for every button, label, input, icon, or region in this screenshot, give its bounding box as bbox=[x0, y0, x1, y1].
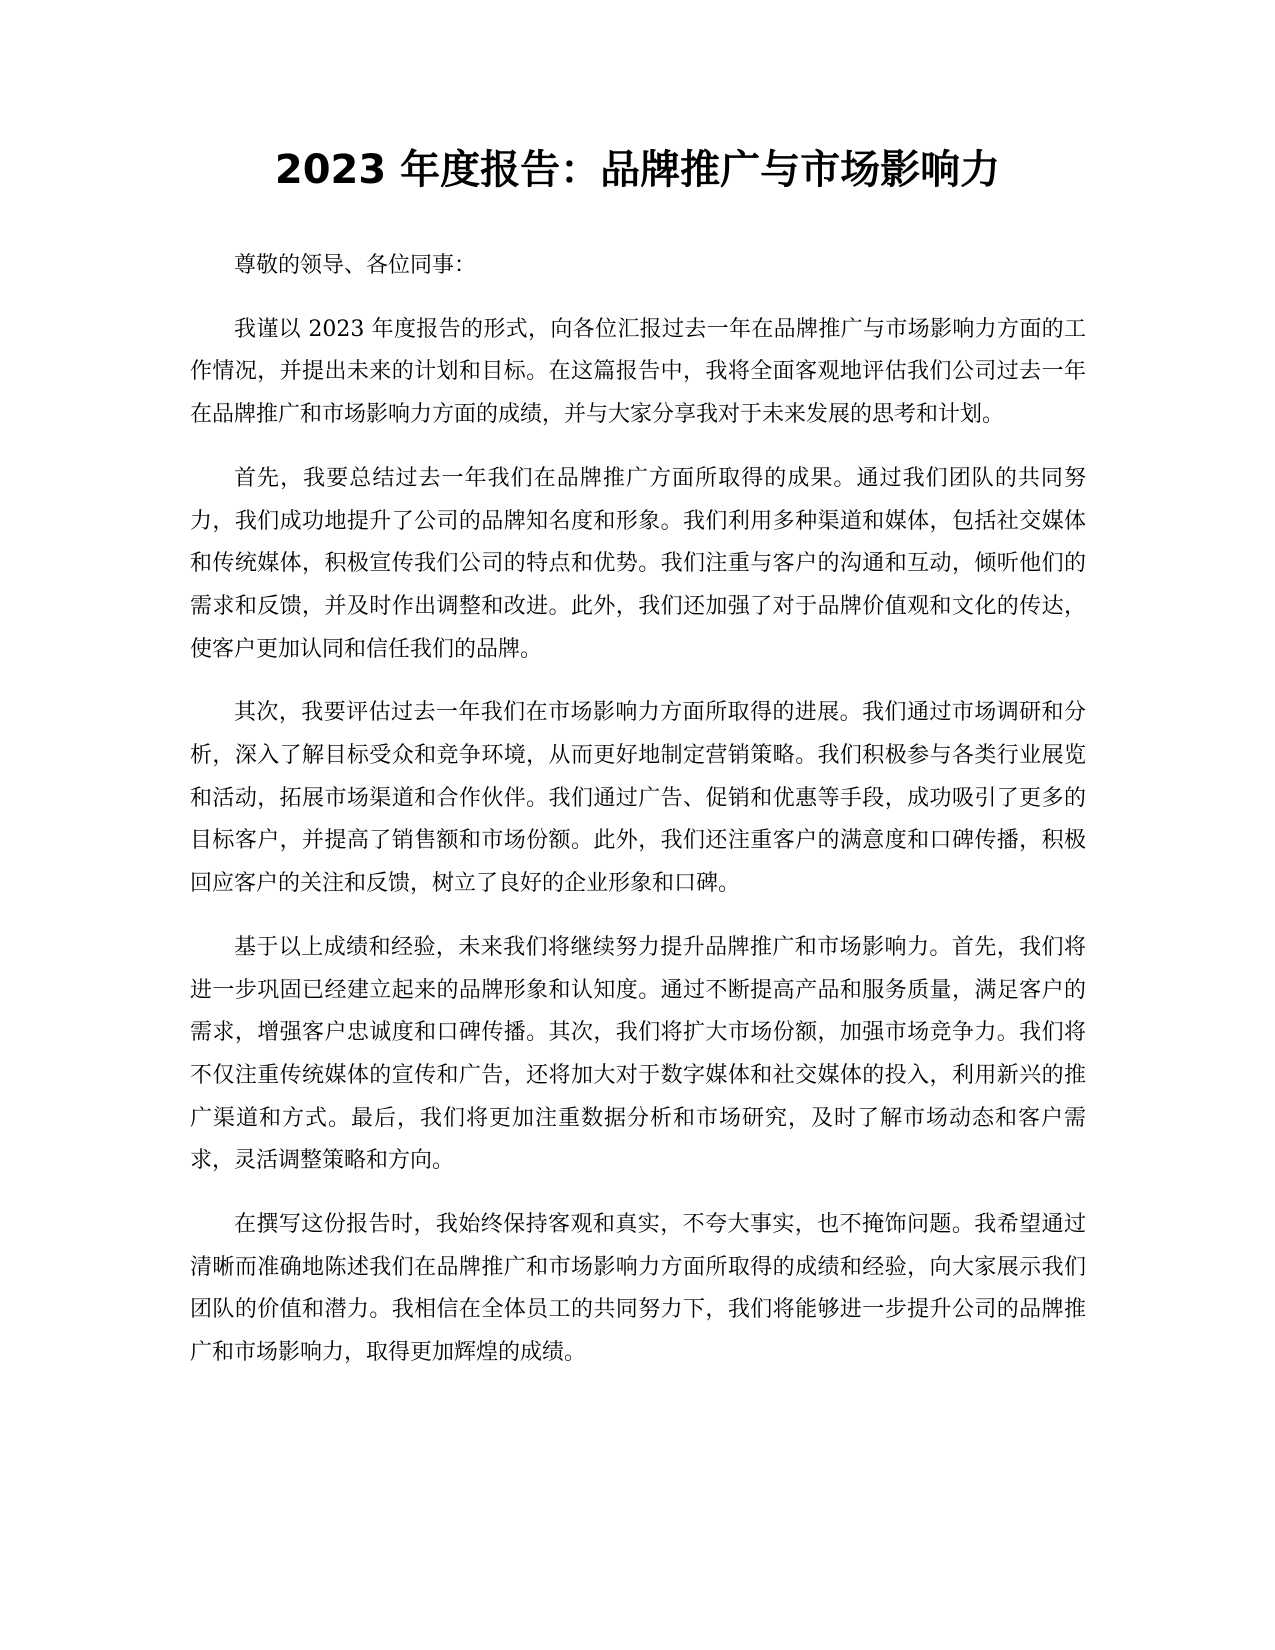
document-title: 2023 年度报告：品牌推广与市场影响力 bbox=[274, 147, 1001, 193]
paragraph-closing: 在撰写这份报告时，我始终保持客观和真实，不夸大事实，也不掩饰问题。我希望通过清晰而准确地陈述我们在品牌推广和市场影响力方面所取得的成绩和经验，向大家展示我们团队的价值和潜力。我相信在全体员工的共同努力下，我们将能够进一步提升公司的品牌推广和市场影响力，取得更加辉煌的成绩。 bbox=[190, 1212, 1086, 1366]
paragraph-market-influence: 其次，我要评估过去一年我们在市场影响力方面所取得的进展。我们通过市场调研和分析，深入了解目标受众和竞争环境，从而更好地制定营销策略。我们积极参与各类行业展览和活动，拓展市场渠道和合作伙伴。我们通过广告、促销和优惠等手段，成功吸引了更多的目标客户，并提高了销售额和市场份额。此外，我们还注重客户的满意度和口碑传播，积极回应客户的关注和反馈，树立了良好的企业形象和口碑。 bbox=[190, 700, 1086, 897]
paragraph-future-plans: 基于以上成绩和经验，未来我们将继续努力提升品牌推广和市场影响力。首先，我们将进一步巩固已经建立起来的品牌形象和认知度。通过不断提高产品和服务质量，满足客户的需求，增强客户忠诚度和口碑传播。其次，我们将扩大市场份额，加强市场竞争力。我们将不仅注重传统媒体的宣传和广告，还将加大对于数字媒体和社交媒体的投入，利用新兴的推广渠道和方式。最后，我们将更加注重数据分析和市场研究，及时了解市场动态和客户需求，灵活调整策略和方向。 bbox=[190, 934, 1086, 1174]
greeting: 尊敬的领导、各位同事： bbox=[234, 253, 477, 278]
paragraph-brand-promotion: 首先，我要总结过去一年我们在品牌推广方面所取得的成果。通过我们团队的共同努力，我们成功地提升了公司的品牌知名度和形象。我们利用多种渠道和媒体，包括社交媒体和传统媒体，积极宣传我们公司的特点和优势。我们注重与客户的沟通和互动，倾听他们的需求和反馈，并及时作出调整和改进。此外，我们还加强了对于品牌价值观和文化的传达，使客户更加认同和信任我们的品牌。 bbox=[190, 465, 1086, 662]
paragraph-intro: 我谨以 2023 年度报告的形式，向各位汇报过去一年在品牌推广与市场影响力方面的工作情况，并提出未来的计划和目标。在这篇报告中，我将全面客观地评估我们公司过去一年在品牌推广和市场影响力方面的成绩，并与大家分享我对于未来发展的思考和计划。 bbox=[190, 316, 1086, 428]
document-body bbox=[190, 245, 1086, 1375]
